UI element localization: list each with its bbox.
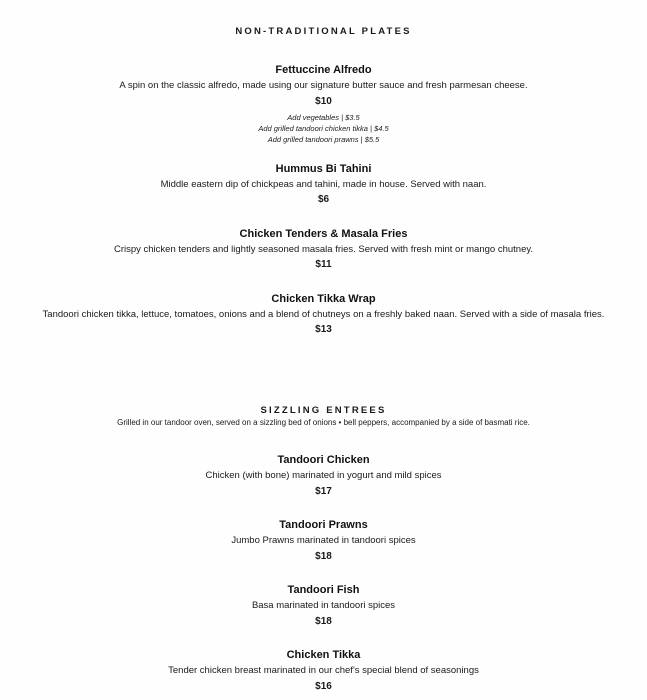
item-description: A spin on the classic alfredo, made using our signature butter sauce and fresh parmesan cheese. — [119, 80, 528, 91]
item-description: Jumbo Prawns marinated in tandoori spices — [231, 535, 416, 546]
item-name: Fettuccine Alfredo — [275, 64, 372, 76]
item-name: Chicken Tikka Wrap — [271, 293, 376, 305]
item-addon: Add grilled tandoori chicken tikka | $4.5 — [258, 124, 389, 133]
item-price: $13 — [315, 324, 332, 335]
item-name: Chicken Tenders & Masala Fries — [239, 228, 408, 240]
item-name: Chicken Tikka — [286, 649, 361, 661]
item-name: Tandoori Prawns — [279, 519, 368, 531]
item-price: $18 — [315, 551, 332, 562]
item-addon: Add grilled tandoori prawns | $5.5 — [267, 135, 380, 144]
item-price: $10 — [315, 96, 332, 107]
item-name: Hummus Bi Tahini — [275, 163, 372, 175]
item-description: Middle eastern dip of chickpeas and tahini, made in house. Served with naan. — [160, 179, 487, 190]
item-name: Tandoori Chicken — [277, 454, 370, 466]
item-description: Basa marinated in tandoori spices — [251, 600, 396, 611]
item-name: Tandoori Fish — [287, 584, 360, 596]
section-title: SIZZLING ENTREES — [260, 405, 387, 416]
item-description: Tandoori chicken tikka, lettuce, tomatoes, onions and a blend of chutneys on a freshly baked naan. Served with a side of masala fries. — [42, 309, 605, 320]
item-description: Tender chicken breast marinated in our chef's special blend of seasonings — [168, 665, 479, 676]
item-price: $11 — [315, 259, 332, 270]
item-description: Crispy chicken tenders and lightly seasoned masala fries. Served with fresh mint or mango chutney. — [113, 244, 534, 255]
item-price: $6 — [317, 194, 330, 205]
section-subtitle: Grilled in our tandoor oven, served on a sizzling bed of onions • bell peppers, accompanied by a side of basmati rice. — [117, 418, 530, 427]
item-price: $16 — [315, 681, 332, 692]
item-price: $17 — [315, 486, 332, 497]
item-description: Chicken (with bone) marinated in yogurt and mild spices — [205, 470, 442, 481]
item-addon: Add vegetables | $3.5 — [287, 113, 360, 122]
item-price: $18 — [315, 616, 332, 627]
section-title: NON-TRADITIONAL PLATES — [235, 26, 412, 37]
